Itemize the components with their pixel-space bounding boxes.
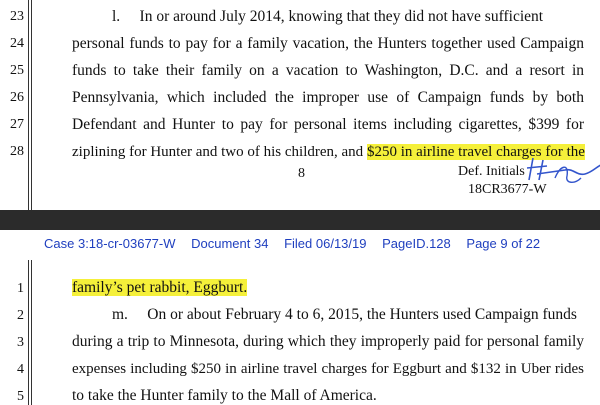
line-number: 2 — [17, 308, 24, 323]
line-number: 27 — [10, 117, 24, 132]
text-line-last — [72, 142, 584, 162]
text-plain: ziplining for Hunter and two of his children, and — [72, 144, 367, 160]
line-number: 28 — [10, 144, 24, 159]
text-line-first — [72, 278, 584, 298]
header-filed: Filed 06/13/19 — [284, 236, 367, 251]
case-number-footer: 18CR3677-W — [468, 182, 547, 197]
signature-scribble — [525, 154, 600, 190]
text-line: m. On or about February 4 to 6, 2015, the Hunters used Campaign funds — [112, 306, 577, 323]
header-document: Document 34 — [191, 236, 269, 251]
line-number: 1 — [17, 281, 24, 296]
document-page-9 — [0, 230, 600, 405]
highlighted-text: family’s pet rabbit, Eggburt. — [72, 279, 248, 296]
header-page: Page 9 of 22 — [466, 236, 541, 251]
page-separator — [0, 210, 600, 230]
line-number: 26 — [10, 90, 24, 105]
line-number: 4 — [17, 362, 24, 377]
line-number: 23 — [10, 9, 24, 24]
line-number: 25 — [10, 63, 24, 78]
text-line: during a trip to Minnesota, during which they improperly paid for personal family — [72, 333, 584, 350]
line-number: 24 — [10, 36, 24, 51]
gutter-rule-right — [31, 260, 32, 405]
ecf-header — [44, 236, 552, 251]
gutter-rule-left — [28, 0, 29, 210]
text-line: personal funds to pay for a family vacation, the Hunters together used Campaign — [72, 35, 584, 52]
text-line: Defendant and Hunter to pay for personal items including cigarettes, $399 for — [72, 116, 584, 133]
gutter-rule-right — [31, 0, 32, 210]
line-number: 3 — [17, 335, 24, 350]
page-number: 8 — [298, 166, 305, 181]
text-line: l. In or around July 2014, knowing that they did not have sufficient — [112, 8, 544, 25]
highlighted-text: $250 in airline travel charges for the — [366, 144, 585, 160]
header-case: Case 3:18-cr-03677-W — [44, 236, 176, 251]
text-line: funds to take their family on a vacation to Washington, D.C. and a resort in — [72, 62, 584, 79]
initials-label: Def. Initials — [458, 164, 525, 179]
text-line: Pennsylvania, which included the improper use of Campaign funds by both — [72, 89, 584, 106]
line-number: 5 — [17, 389, 24, 404]
text-line: to take the Hunter family to the Mall of America. — [72, 387, 377, 404]
gutter-rule-left — [28, 260, 29, 405]
text-line: expenses including $250 in airline travel charges for Eggburt and $132 in Uber rides — [72, 361, 584, 377]
header-page-id: PageID.128 — [382, 236, 451, 251]
